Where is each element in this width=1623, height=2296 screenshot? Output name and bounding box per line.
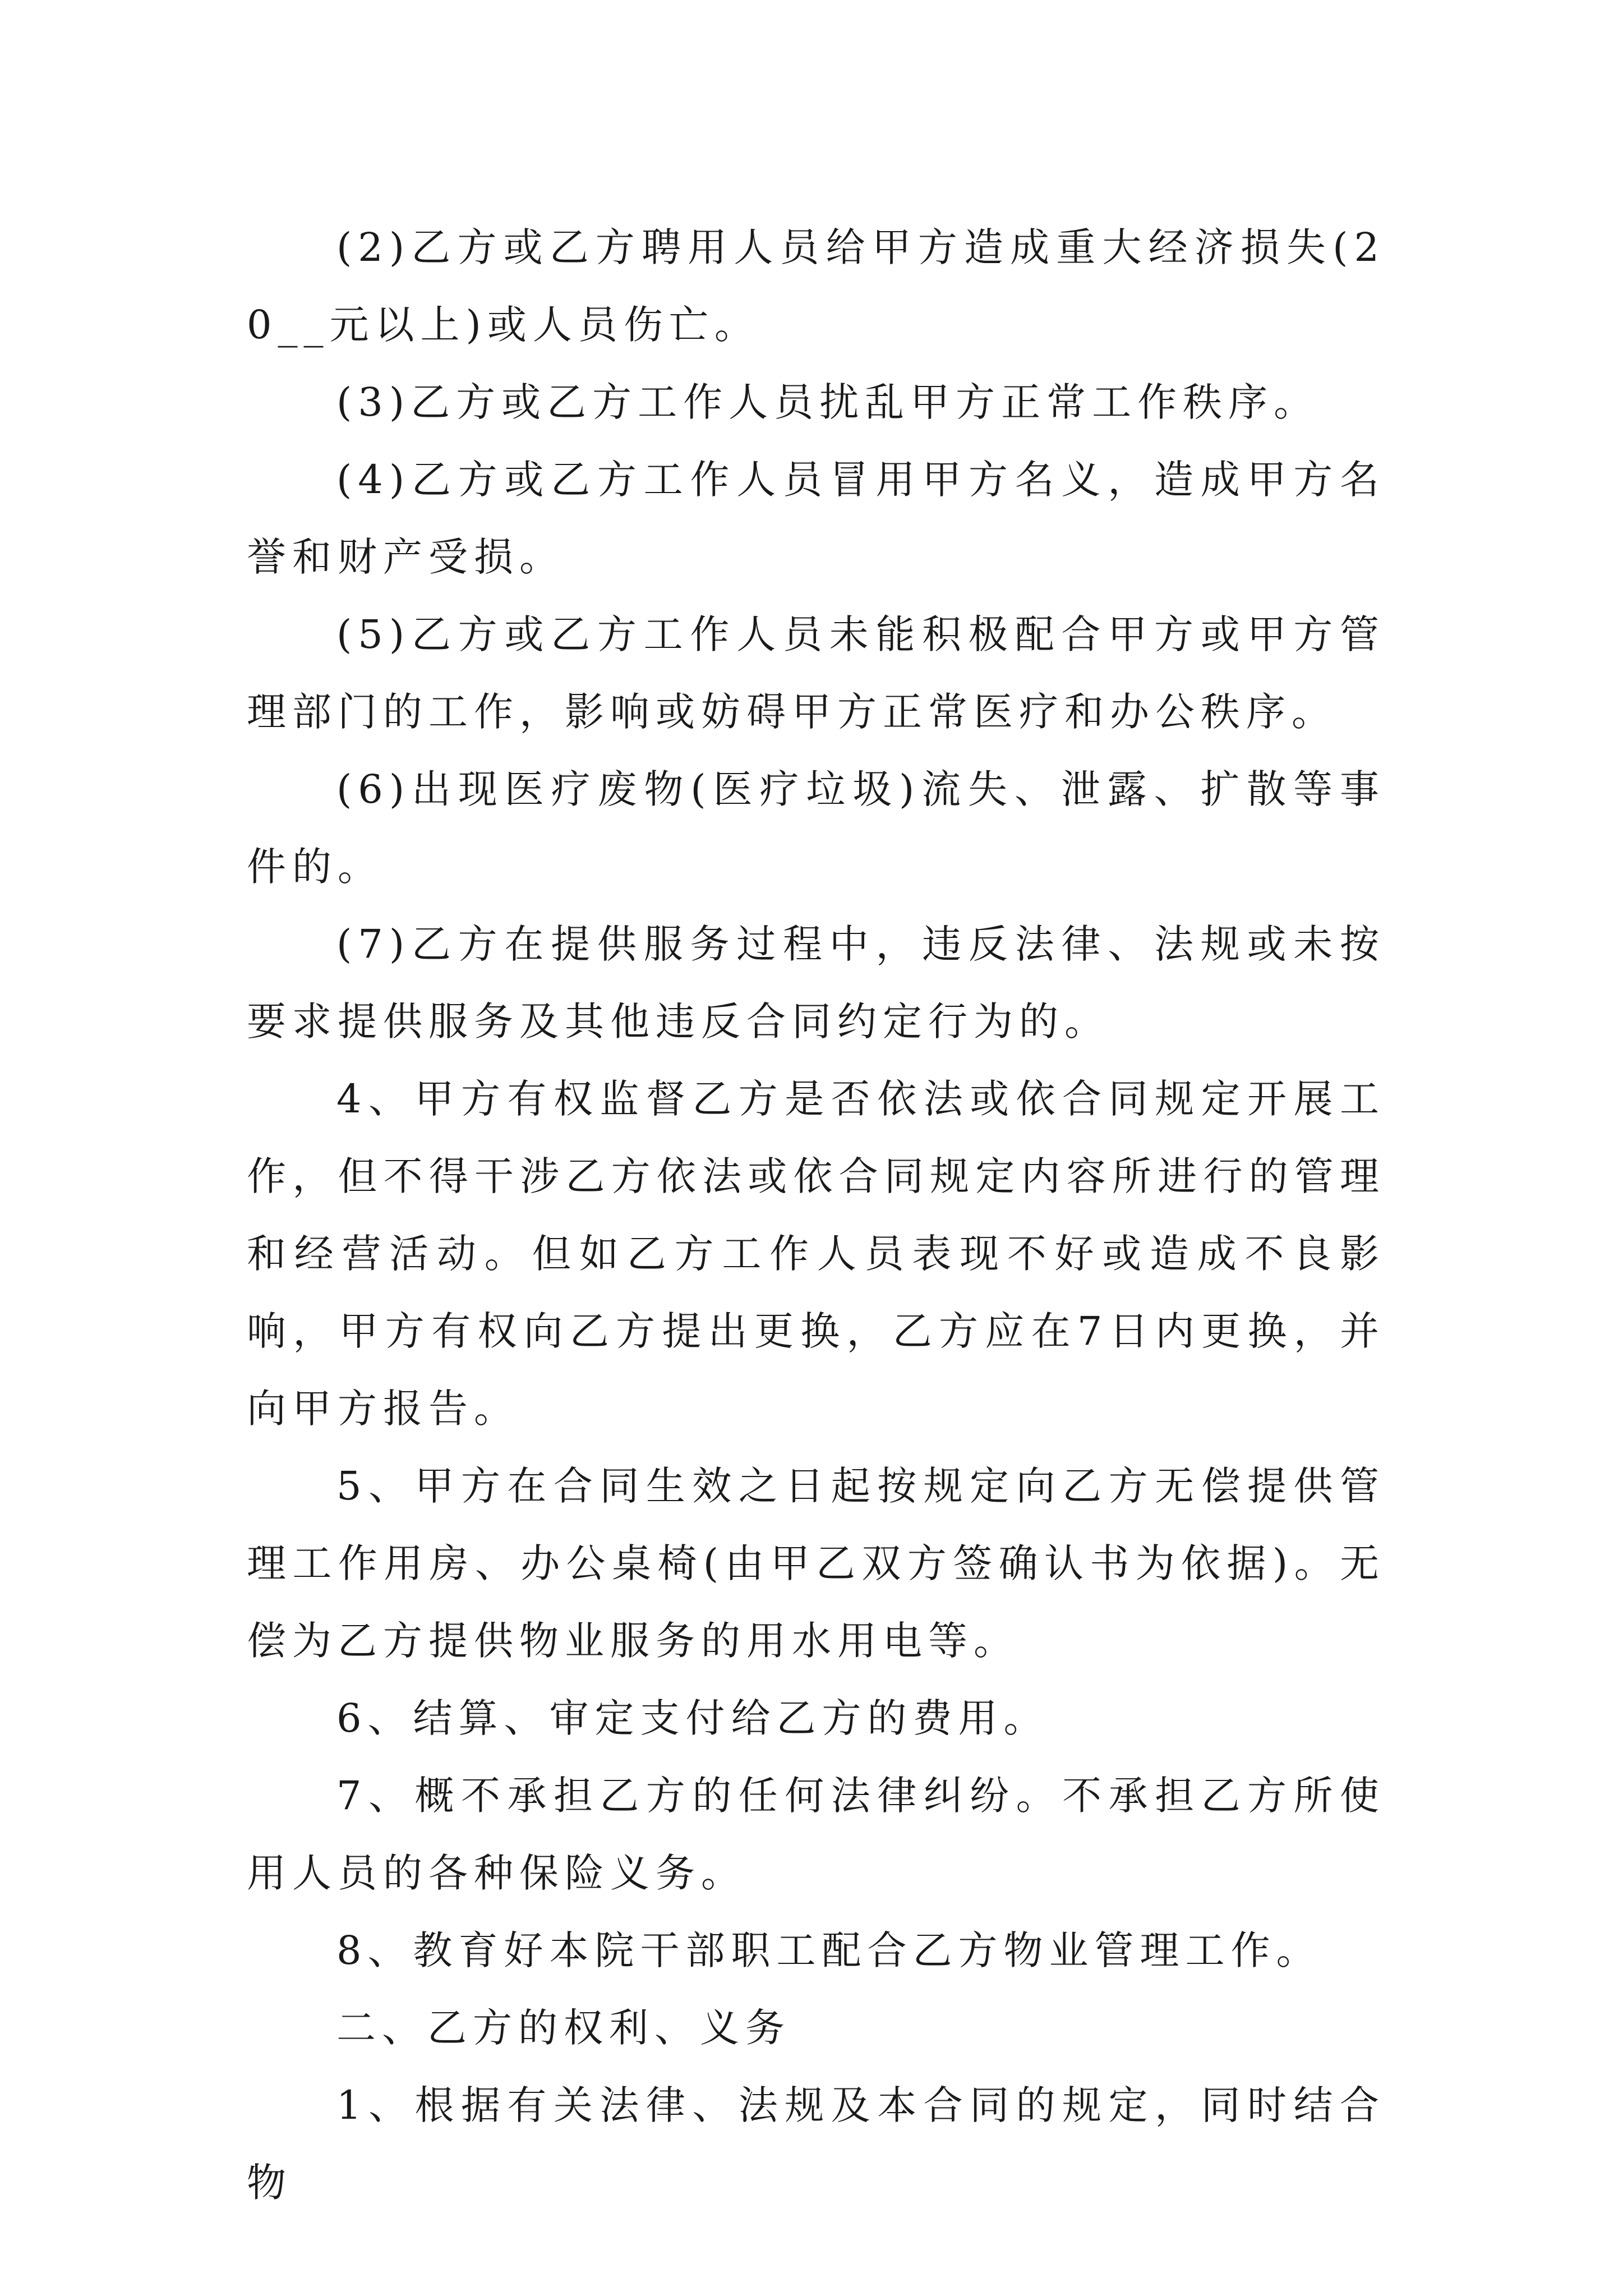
paragraph-item-4-impersonation: (4)乙方或乙方工作人员冒用甲方名义，造成甲方名誉和财产受损。 [247, 457, 1385, 580]
paragraph-clause-4-supervision: 4、甲方有权监督乙方是否依法或依合同规定开展工作，但不得干涉乙方依法或依合同规定内容所进行的管理和经营活动。但如乙方工作人员表现不好或造成不良影响，甲方有权向乙方提出更换，乙方应在7日内更换，并向甲方报告。 [247, 1076, 1385, 1432]
paragraph-clause-6-settlement: 6、结算、审定支付给乙方的费用。 [336, 1695, 1049, 1741]
paragraph-clause-7-liability: 7、概不承担乙方的任何法律纠纷。不承担乙方所使用人员的各种保险义务。 [247, 1773, 1385, 1896]
paragraph-clause-8-education: 8、教育好本院干部职工配合乙方物业管理工作。 [336, 1927, 1322, 1973]
paragraph-item-3-disorder: (3)乙方或乙方工作人员扰乱甲方正常工作秩序。 [336, 379, 1320, 425]
section-heading-party-b-rights: 二、乙方的权利、义务 [336, 2005, 791, 2051]
paragraph-party-b-clause-1: 1、根据有关法律、法规及本合同的规定，同时结合物 [247, 2082, 1385, 2206]
paragraph-item-7-violation: (7)乙方在提供服务过程中，违反法律、法规或未按要求提供服务及其他违反合同约定行为的。 [247, 921, 1385, 1045]
paragraph-item-2-loss: (2)乙方或乙方聘用人员给甲方造成重大经济损失(20__元以上)或人员伤亡。 [247, 224, 1385, 348]
document-body [247, 209, 1385, 2221]
paragraph-clause-5-facilities: 5、甲方在合同生效之日起按规定向乙方无偿提供管理工作用房、办公桌椅(由甲乙双方签确认书为依据)。无偿为乙方提供物业服务的用水用电等。 [247, 1463, 1385, 1664]
paragraph-item-5-noncooperation: (5)乙方或乙方工作人员未能积极配合甲方或甲方管理部门的工作，影响或妨碍甲方正常医疗和办公秩序。 [247, 611, 1385, 735]
paragraph-item-6-medical-waste: (6)出现医疗废物(医疗垃圾)流失、泄露、扩散等事件的。 [247, 766, 1385, 890]
